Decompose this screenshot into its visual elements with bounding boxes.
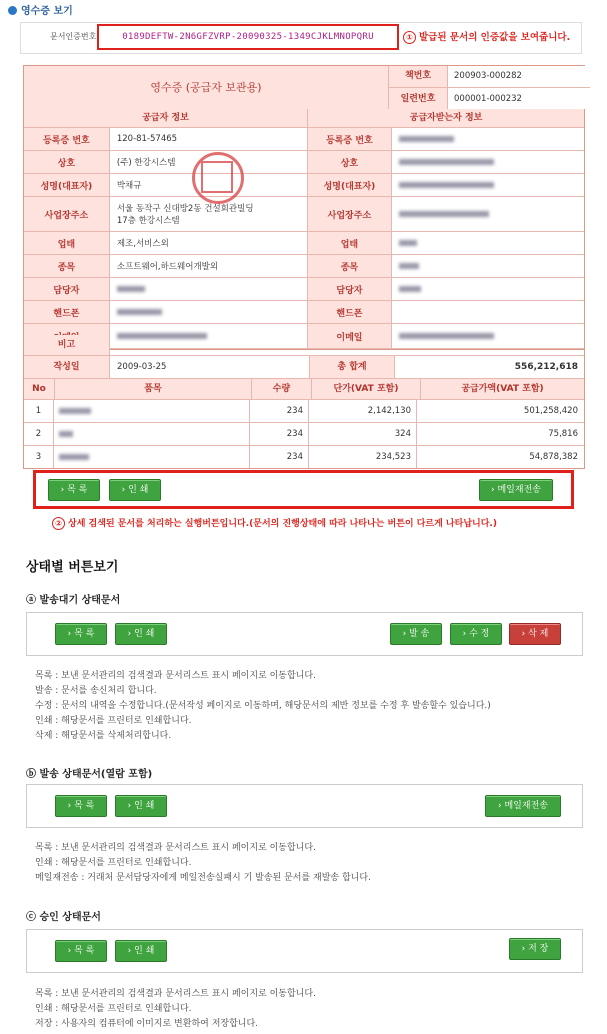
redacted-value xyxy=(399,263,419,269)
cert-note-text: 발급된 문서의 인증값을 보여줍니다. xyxy=(419,32,571,43)
buyer-field-value xyxy=(392,151,584,173)
action-note xyxy=(52,516,497,530)
info-row xyxy=(24,278,584,301)
desc-line: 메일재전송 : 거래처 문서담당자에게 메일전송실패시 기 발송된 문서를 재발송 합니다. xyxy=(35,873,371,883)
info-row xyxy=(24,232,584,255)
buyer-field-label: 성명(대표자) xyxy=(308,174,393,196)
book-number-value: 200903-000282 xyxy=(448,66,590,88)
buyer-field-value xyxy=(392,197,584,231)
total-value: 556,212,618 xyxy=(514,362,578,372)
desc-line: 발송 : 문서를 송신처리 합니다. xyxy=(35,686,157,696)
item-price: 2,142,130 xyxy=(309,400,417,422)
company-seal-icon xyxy=(192,152,244,204)
cert-note xyxy=(403,29,570,44)
supplier-field-label: 등록증 번호 xyxy=(24,128,110,150)
item-qty: 234 xyxy=(250,446,309,468)
desc-line: 인쇄 : 해당문서를 프린터로 인쇄합니다. xyxy=(35,1004,192,1014)
remark-label: 비고 xyxy=(24,335,110,355)
buyer-field-label: 이메일 xyxy=(308,324,393,348)
buyer-field-label: 상호 xyxy=(308,151,393,173)
receipt-title-cell: 영수증 (공급자 보관용) xyxy=(24,66,389,110)
cert-label: 문서인증번호 xyxy=(50,32,97,41)
info-row xyxy=(24,151,584,174)
state-b-description xyxy=(35,841,371,886)
cert-value: 0189DEFTW-2N6GFZVRP-20090325-1349CJKLMNOPQRU xyxy=(97,24,399,50)
action-note-text: 상세 검색된 문서를 처리하는 실행버튼입니다.(문서의 진행상태에 따라 나타나는 버튼이 다르게 나타납니다.) xyxy=(68,519,497,529)
redacted-value xyxy=(399,240,417,246)
desc-line: 저장 : 사용자의 컴퓨터에 이미지로 변환하여 저장합니다. xyxy=(35,1019,259,1029)
item-row xyxy=(24,400,584,423)
desc-line: 목록 : 보낸 문서관리의 검색결과 문서리스트 표시 페이지로 이동합니다. xyxy=(35,843,316,853)
note-number-2: ② xyxy=(52,517,65,530)
serial-number-label: 일련번호 xyxy=(389,88,448,110)
supplier-field-label: 사업장주소 xyxy=(24,197,110,231)
date-value: 2009-03-25 xyxy=(110,356,310,378)
item-price: 234,523 xyxy=(309,446,417,468)
item-name xyxy=(54,423,250,445)
party-info-grid xyxy=(23,109,585,350)
resend-mail-button[interactable]: › 메일재전송 xyxy=(479,479,553,501)
desc-line: 목록 : 보낸 문서관리의 검색결과 문서리스트 표시 페이지로 이동합니다. xyxy=(35,671,316,681)
supplier-field-label: 업태 xyxy=(24,232,110,254)
supplier-field-label: 핸드폰 xyxy=(24,301,110,323)
supplier-field-value: 박채규 xyxy=(110,174,308,196)
col-amount: 공급가액(VAT 포함) xyxy=(461,384,544,394)
desc-line: 인쇄 : 해당문서를 프린터로 인쇄합니다. xyxy=(35,858,192,868)
redacted-value xyxy=(399,159,494,165)
state-a-delete-button[interactable]: › 삭 제 xyxy=(509,623,561,645)
supplier-field-label: 성명(대표자) xyxy=(24,174,110,196)
item-name xyxy=(54,400,250,422)
info-row xyxy=(24,301,584,324)
item-qty: 234 xyxy=(250,400,309,422)
section-title: 상태별 버튼보기 xyxy=(26,560,119,575)
buyer-field-value xyxy=(392,128,584,150)
redacted-value xyxy=(399,286,421,292)
book-number-label: 책번호 xyxy=(389,66,448,88)
item-no: 2 xyxy=(24,423,54,445)
redacted-value xyxy=(399,182,494,188)
supplier-field-value: 120-81-57465 xyxy=(110,128,308,150)
supplier-field-label: 상호 xyxy=(24,151,110,173)
state-b-list-button[interactable]: › 목 록 xyxy=(55,795,107,817)
state-a-list-button[interactable]: › 목 록 xyxy=(55,623,107,645)
state-a-edit-button[interactable]: › 수 정 xyxy=(450,623,502,645)
bullet-icon xyxy=(8,6,17,15)
state-b-title: ⓑ 발송 상태문서(열람 포함) xyxy=(26,769,153,780)
buyer-field-label: 등록증 번호 xyxy=(308,128,393,150)
state-a-send-button[interactable]: › 발 송 xyxy=(390,623,442,645)
info-row xyxy=(24,174,584,197)
item-price: 324 xyxy=(309,423,417,445)
receipt-header xyxy=(23,65,585,111)
buyer-header: 공급자받는자 정보 xyxy=(409,113,483,123)
redacted-value xyxy=(59,431,73,437)
supplier-field-value: (주) 한강시스템 xyxy=(110,151,308,173)
desc-line: 목록 : 보낸 문서관리의 검색결과 문서리스트 표시 페이지로 이동합니다. xyxy=(35,989,316,999)
item-no: 3 xyxy=(24,446,54,468)
buyer-field-value xyxy=(392,278,584,300)
item-qty: 234 xyxy=(250,423,309,445)
col-qty: 수량 xyxy=(252,379,312,399)
supplier-field-value xyxy=(110,278,308,300)
state-b-print-button[interactable]: › 인 쇄 xyxy=(115,795,167,817)
remark-value xyxy=(110,335,584,355)
info-row xyxy=(24,255,584,278)
buyer-field-label: 업태 xyxy=(308,232,393,254)
state-c-print-button[interactable]: › 인 쇄 xyxy=(115,940,167,962)
state-c-list-button[interactable]: › 목 록 xyxy=(55,940,107,962)
item-row xyxy=(24,423,584,446)
state-c-title: ⓒ 승인 상태문서 xyxy=(26,912,101,923)
serial-number-value: 000001-000232 xyxy=(448,88,590,110)
state-a-title: ⓐ 발송대기 상태문서 xyxy=(26,595,121,606)
item-amount: 75,816 xyxy=(548,429,578,439)
supplier-header: 공급자 정보 xyxy=(24,109,308,127)
supplier-field-value xyxy=(110,301,308,323)
redacted-value xyxy=(117,286,145,292)
redacted-value xyxy=(399,136,454,142)
buyer-field-value xyxy=(392,301,584,323)
items-header-row xyxy=(24,379,584,400)
info-row xyxy=(24,197,584,232)
buyer-field-label: 사업장주소 xyxy=(308,197,393,231)
buyer-field-value xyxy=(392,174,584,196)
address-line: 17층 한강시스템 xyxy=(116,216,180,226)
item-row xyxy=(24,446,584,468)
total-label: 총 합계 xyxy=(310,356,395,378)
redacted-value xyxy=(399,211,489,217)
buyer-field-label: 핸드폰 xyxy=(308,301,393,323)
state-b-resend-button[interactable]: › 메일재전송 xyxy=(485,795,561,817)
list-button[interactable]: › 목 록 xyxy=(48,479,100,501)
print-button[interactable]: › 인 쇄 xyxy=(109,479,161,501)
buyer-field-label: 종목 xyxy=(308,255,393,277)
state-c-save-button[interactable]: › 저 장 xyxy=(509,938,561,960)
desc-line: 삭제 : 해당문서를 삭제처리합니다. xyxy=(35,731,172,741)
supplier-field-value: 제조,서비스외 xyxy=(110,232,308,254)
redacted-value xyxy=(59,408,91,414)
buyer-field-value xyxy=(392,255,584,277)
date-label: 작성일 xyxy=(24,356,110,378)
state-a-description xyxy=(35,669,491,744)
state-c-panel xyxy=(26,929,583,973)
note-number-1: ① xyxy=(403,31,416,44)
col-no: No xyxy=(24,379,55,399)
summary-rows xyxy=(23,335,585,469)
state-a-print-button[interactable]: › 인 쇄 xyxy=(115,623,167,645)
redacted-value xyxy=(59,454,89,460)
buyer-field-label: 담당자 xyxy=(308,278,393,300)
item-amount: 54,878,382 xyxy=(529,452,578,462)
page-title-text: 영수증 보기 xyxy=(21,6,73,17)
page-title xyxy=(8,2,73,17)
col-price: 단가(VAT 포함) xyxy=(312,379,421,399)
supplier-field-label: 담당자 xyxy=(24,278,110,300)
state-c-description xyxy=(35,987,316,1032)
desc-line: 수정 : 문서의 내역을 수정합니다.(문서작성 페이지로 이동하며, 해당문서의 제반 정보를 수정 후 발송할수 있습니다.) xyxy=(35,701,491,711)
desc-line: 인쇄 : 해당문서를 프린터로 인쇄합니다. xyxy=(35,716,192,726)
item-amount: 501,258,420 xyxy=(523,406,578,416)
item-name xyxy=(54,446,250,468)
col-item: 품목 xyxy=(55,379,252,399)
info-row xyxy=(24,128,584,151)
redacted-value xyxy=(117,309,162,315)
item-no: 1 xyxy=(24,400,54,422)
buyer-field-value xyxy=(392,232,584,254)
supplier-field-label: 종목 xyxy=(24,255,110,277)
supplier-field-value: 소프트웨어,하드웨어개발외 xyxy=(110,255,308,277)
address-line: 서울 동작구 신대방2동 건설회관빌딩 xyxy=(116,204,254,214)
